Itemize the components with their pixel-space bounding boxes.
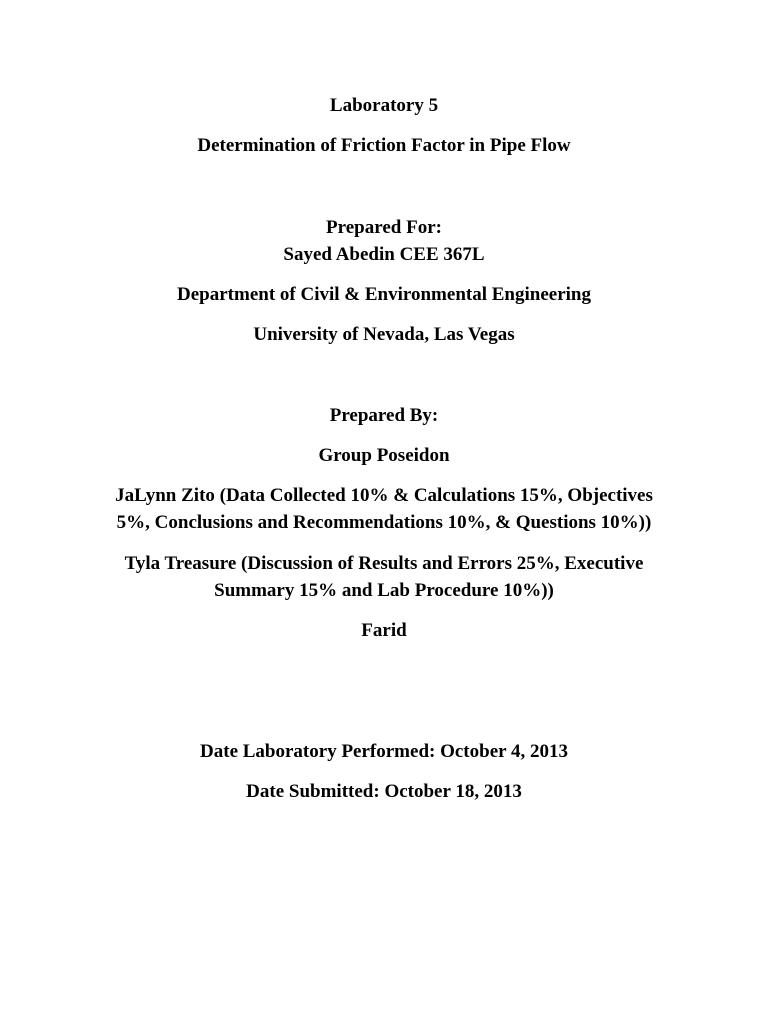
instructor-course: Sayed Abedin CEE 367L — [283, 244, 485, 265]
prepared-by-heading: Prepared By: — [329, 405, 439, 426]
experiment-title: Determination of Friction Factor in Pipe Flow — [197, 135, 571, 156]
member-line: Summary 15% and Lab Procedure 10%)) — [214, 580, 554, 601]
member-line: 5%, Conclusions and Recommendations 10%, & Questions 10%)) — [116, 512, 652, 533]
university: University of Nevada, Las Vegas — [253, 324, 515, 345]
date-submitted: Date Submitted: October 18, 2013 — [246, 781, 522, 802]
group-name: Group Poseidon — [318, 445, 450, 466]
department: Department of Civil & Environmental Engineering — [177, 284, 591, 305]
member-line: Tyla Treasure (Discussion of Results and Errors 25%, Executive — [124, 553, 644, 574]
member-line: Farid — [361, 620, 407, 641]
lab-number: Laboratory 5 — [329, 95, 439, 116]
prepared-for-heading: Prepared For: — [326, 217, 442, 238]
date-performed: Date Laboratory Performed: October 4, 2013 — [200, 741, 568, 762]
member-line: JaLynn Zito (Data Collected 10% & Calculations 15%, Objectives — [115, 485, 653, 506]
